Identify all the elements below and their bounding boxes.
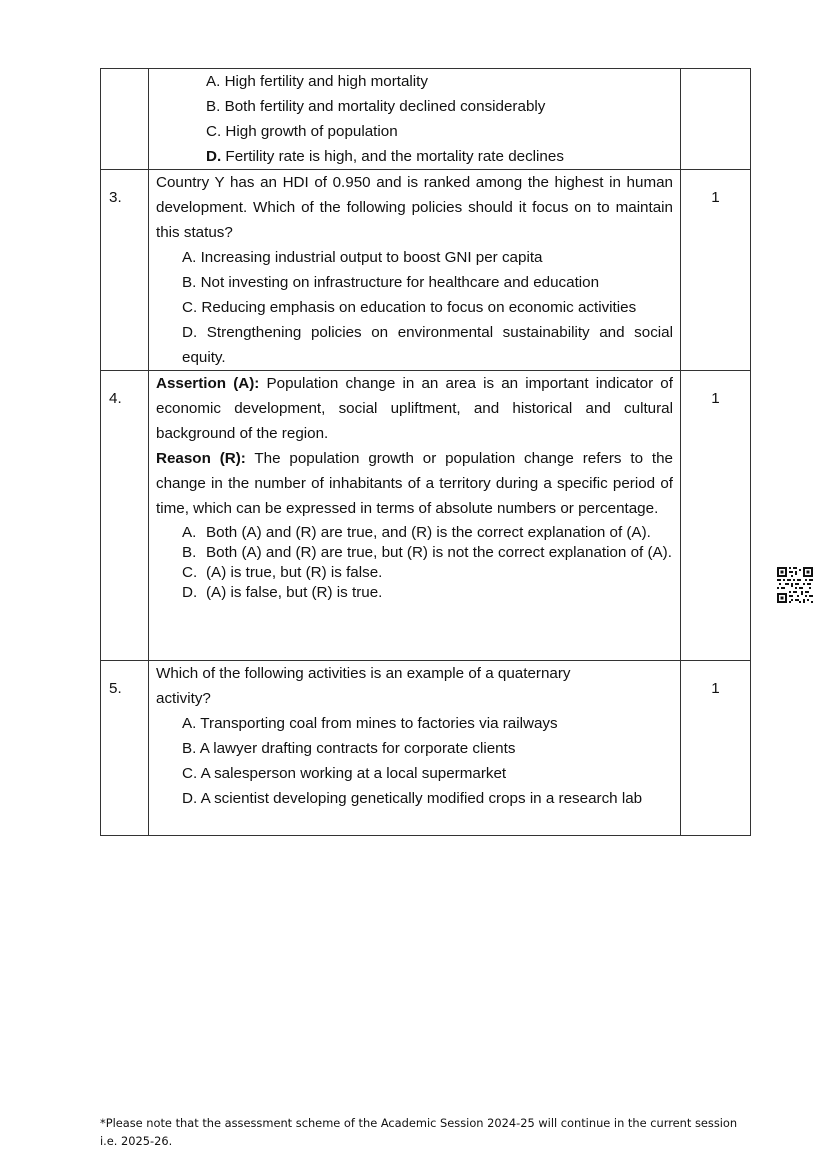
option-a: A. Both (A) and (R) are true, and (R) is the correct explanation of (A). [182,524,651,541]
question-body [149,661,681,836]
question-number [101,69,149,170]
option-c: C. High growth of population [206,123,398,140]
question-number: 3. [101,170,149,371]
qr-code-icon[interactable] [776,566,814,604]
footnote: *Please note that the assessment scheme of the Academic Session 2024-25 will continue in the current session i.e. 2025-26. [100,1116,738,1148]
question-marks: 1 [681,371,751,661]
table-row [101,661,751,836]
question-stem: Which of the following activities is an example of a quaternary activity? [156,665,571,707]
option-c: C. A salesperson working at a local supermarket [182,765,507,782]
option-b: B. Both fertility and mortality declined considerably [206,98,546,115]
question-number: 4. [101,371,149,661]
question-marks: 1 [681,170,751,371]
question-marks: 1 [681,661,751,836]
question-table [100,68,751,836]
assertion-label: Assertion (A): [156,375,260,392]
option-d: D. Strengthening policies on environmental sustainability and social equity. [182,324,673,366]
option-a: A. High fertility and high mortality [206,73,428,90]
question-marks [681,69,751,170]
question-stem: Country Y has an HDI of 0.950 and is ranked among the highest in human development. Which of the following policies should it focus on to maintain this status? [156,174,673,241]
question-body [149,170,681,371]
question-number: 5. [101,661,149,836]
option-a: A. Increasing industrial output to boost GNI per capita [182,249,543,266]
assertion: Assertion (A): Population change in an area is an important indicator of economic development, social upliftment, and historical and cultural background of the region. [156,375,673,442]
option-d: D. Fertility rate is high, and the mortality rate declines [206,148,564,165]
option-b: B. Not investing on infrastructure for healthcare and education [182,274,600,291]
table-row [101,371,751,661]
option-d: D. A scientist developing genetically modified crops in a research lab [182,790,643,807]
option-b: B. A lawyer drafting contracts for corporate clients [182,740,516,757]
reason-label: Reason (R): [156,450,246,467]
option-c: C. Reducing emphasis on education to focus on economic activities [182,299,637,316]
option-b: B. Both (A) and (R) are true, but (R) is not the correct explanation of (A). [182,544,672,561]
question-body [149,69,681,170]
question-body [149,371,681,661]
reason: Reason (R): The population growth or population change refers to the change in the number of inhabitants of a territory during a specific period of time, which can be expressed in terms of absolute numbers or percentage. [156,450,673,517]
option-a: A. Transporting coal from mines to factories via railways [182,715,558,732]
table-row [101,69,751,170]
option-c: C. (A) is true, but (R) is false. [182,564,383,581]
option-d: D. (A) is false, but (R) is true. [182,584,383,601]
table-row [101,170,751,371]
